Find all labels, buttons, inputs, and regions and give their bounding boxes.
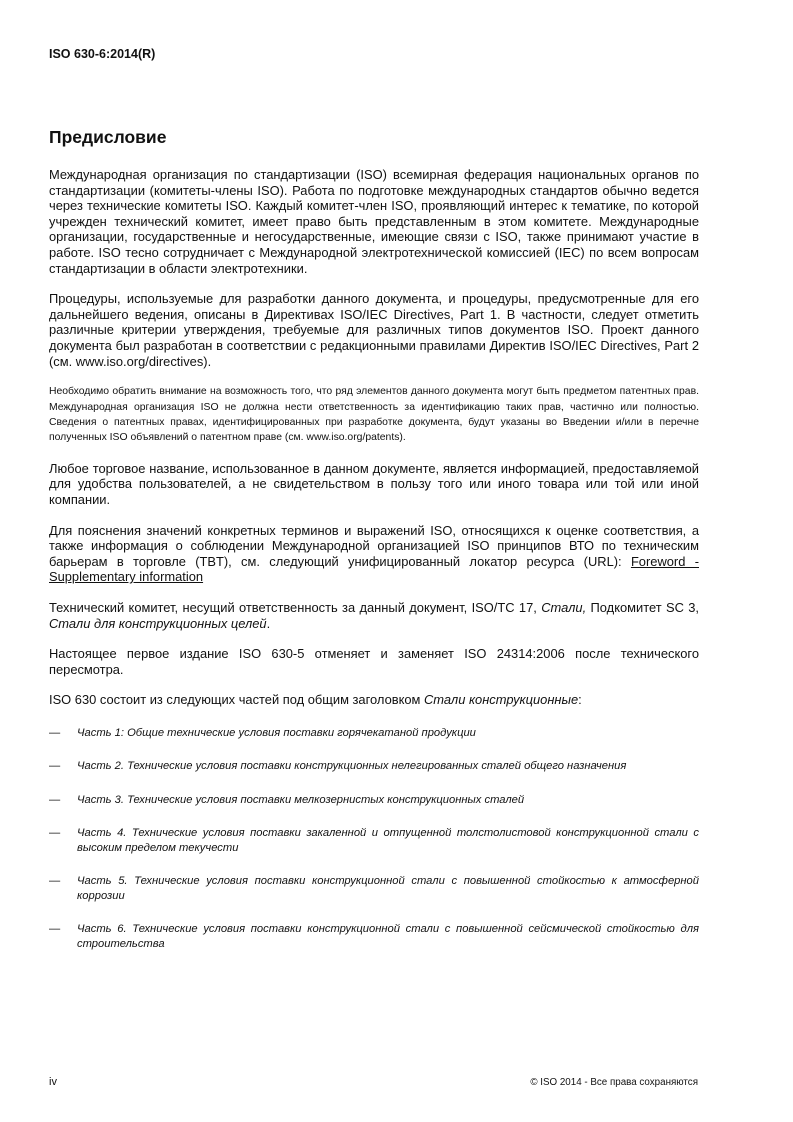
page-title: Предисловие <box>49 127 167 147</box>
paragraph-conformity <box>49 523 699 585</box>
committee-text-c: Подкомитет SC 3, <box>586 599 699 615</box>
list-dash: — <box>49 760 61 773</box>
paragraph-edition: Настоящее первое издание ISO 630-5 отменяет и заменяет ISO 24314:2006 после технического пересмотра. <box>49 646 699 677</box>
list-item <box>49 922 699 951</box>
list-dash: — <box>49 793 61 806</box>
list-dash: — <box>49 726 61 739</box>
list-item <box>49 874 699 903</box>
committee-text-e: . <box>266 615 271 631</box>
parts-list <box>49 726 699 952</box>
list-dash: — <box>49 827 61 840</box>
parts-intro-a: ISO 630 состоит из следующих частей под общим заголовком <box>49 692 424 708</box>
page-number: iv <box>49 1076 57 1088</box>
list-item <box>49 793 699 808</box>
list-dash: — <box>49 875 61 888</box>
list-item <box>49 759 699 774</box>
parts-intro-c: : <box>578 692 582 708</box>
committee-text-d: Стали для конструкционных целей <box>49 615 267 631</box>
list-item-text: Часть 3. Технические условия поставки мелкозернистых конструкционных сталей <box>77 793 525 806</box>
copyright-notice: © ISO 2014 - Все права сохраняются <box>530 1077 698 1088</box>
list-item-text: Часть 6. Технические условия поставки конструкционной стали с повышенной сейсмической стойкостью для строительства <box>77 923 699 950</box>
supplementary-info-link[interactable]: Foreword - Supplementary information <box>49 553 699 585</box>
paragraph-procedures: Процедуры, используемые для разработки данного документа, и процедуры, предусмотренные для его дальнейшего ведения, описаны в Директивах ISO/IEC Directives, Part 1. В частности, следует отметить различные критерии утверждения, требуемые для различных типов документов ISO. Проект данного документа был разработан в соответствии с редакционными правилами Директив ISO/IEC Directives, Part 2 (см. www.iso.org/directives). <box>49 291 699 369</box>
list-item-text: Часть 1: Общие технические условия поставки горячекатаной продукции <box>77 726 476 739</box>
list-item-text: Часть 5. Технические условия поставки конструкционной стали с повышенной стойкостью к атмосферной коррозии <box>77 875 699 902</box>
list-item-text: Часть 2. Технические условия поставки конструкционных нелегированных сталей общего назначения <box>77 760 627 773</box>
list-item <box>49 826 699 855</box>
list-item <box>49 726 699 741</box>
parts-intro-b: Стали конструкционные <box>424 692 579 708</box>
paragraph-committee <box>49 600 699 631</box>
document-id: ISO 630-6:2014(R) <box>49 47 156 61</box>
paragraph-patents: Необходимо обратить внимание на возможность того, что ряд элементов данного документа могут быть предметом патентных прав. Международная организация ISO не должна нести ответственность за идентификацию таких прав, частично или полностью. Сведения о патентных правах, идентифицированных при разработке документа, будут указаны во Введении и/или в перечне полученных ISO объявлений о патентном праве (см. www.iso.org/patents). <box>49 386 699 444</box>
committee-text-a: Технический комитет, несущий ответственность за данный документ, ISO/TC 17, <box>49 599 542 615</box>
list-dash: — <box>49 923 61 936</box>
paragraph-conformity-text: Для пояснения значений конкретных терминов и выражений ISO, относящихся к оценке соответствия, а также информация о соблюдении Международной организацией ISO принципов ВТО по техническим барьерам в торговле (TBT), см. следующий унифицированный локатор ресурса (URL): <box>49 522 699 569</box>
paragraph-trade-name: Любое торговое название, использованное в данном документе, является информацией, предоставляемой для удобства пользователей, а не свидетельством в пользу того или иного товара или той или иной компании. <box>49 460 699 507</box>
paragraph-iso-intro: Международная организация по стандартизации (ISO) всемирная федерация национальных органов по стандартизации (комитеты-члены ISO). Работа по подготовке международных стандартов обычно ведется через технические комитеты ISO. Каждый комитет-член ISO, проявляющий интерес к тематике, по которой учрежден технический комитет, имеет право быть представленным в этом комитете. Международные организации, государственные и негосударственные, имеющие связи с ISO, также принимают участие в работе. ISO тесно сотрудничает с Международной электротехнической комиссией (IEC) по всем вопросам стандартизации в области электротехники. <box>49 167 699 276</box>
committee-text-b: Стали, <box>541 599 587 615</box>
paragraph-parts-intro <box>49 692 699 708</box>
list-item-text: Часть 4. Технические условия поставки закаленной и отпущенной толстолистовой конструкционной стали с высоким пределом текучести <box>77 827 699 854</box>
foreword-body <box>49 167 699 970</box>
